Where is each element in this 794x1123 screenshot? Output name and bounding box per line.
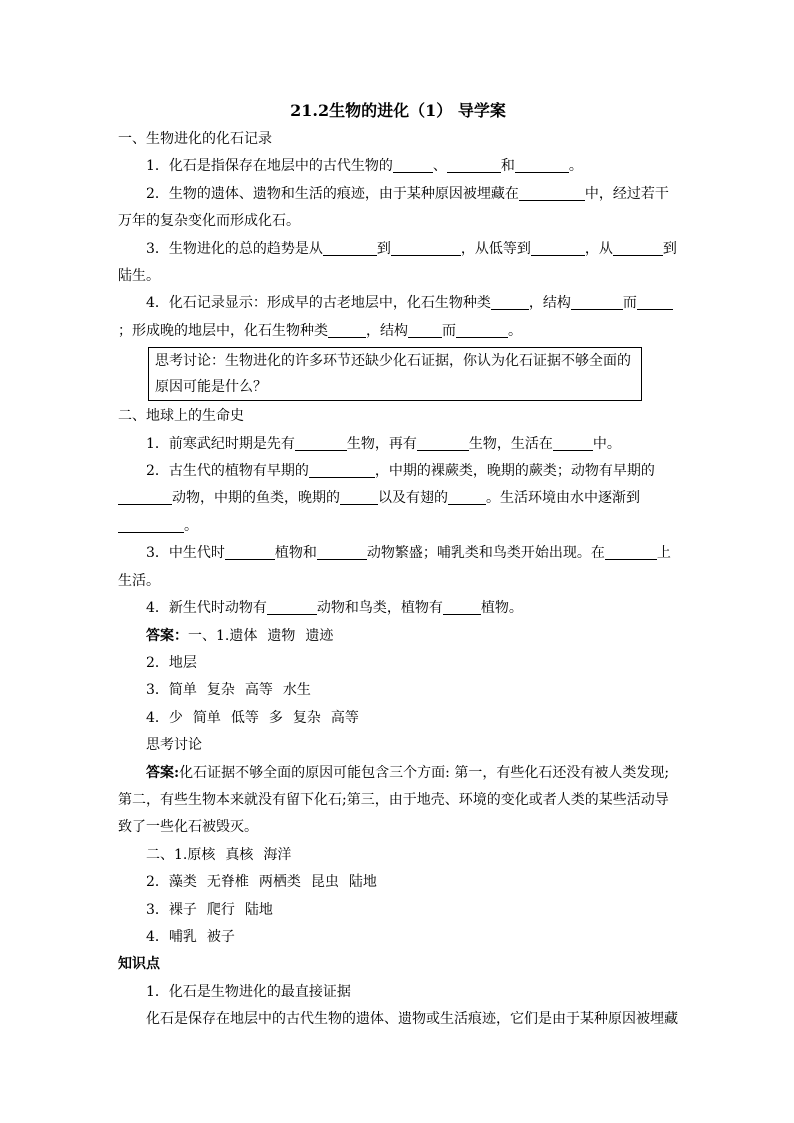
section2-heading: 二、地球上的生命史 bbox=[118, 408, 244, 425]
blank bbox=[417, 434, 469, 451]
blank bbox=[448, 488, 486, 505]
s2-question-4: 4．新生代时动物有 动物和鸟类，植物有 植物。 bbox=[146, 600, 523, 617]
s2-question-2: 2．古生代的植物有早期的 ，中期的裸蕨类，晚期的蕨类；动物有早期的动物，中期的鱼类，晚期的 以及有翅的 。生活环境由水中逐渐到。 bbox=[118, 458, 678, 540]
s1-question-1: 1．化石是指保存在地层中的古代生物的 、 和 。 bbox=[146, 158, 583, 175]
s1-question-2: 2．生物的遗体、遗物和生活的痕迹，由于某种原因被埋藏在 中，经过若干万年的复杂变化而形成化石。 bbox=[118, 185, 669, 230]
blank bbox=[323, 239, 377, 256]
blank bbox=[309, 461, 375, 478]
knowledge-point-1: 1．化石是生物进化的最直接证据 bbox=[146, 983, 351, 1000]
blank bbox=[553, 434, 593, 451]
page-title: 21.2生物的进化（1） 导学案 bbox=[290, 101, 506, 120]
blank bbox=[295, 434, 347, 451]
blank bbox=[118, 516, 184, 533]
answer-line-3: 3．简单 复杂 高等 水生 bbox=[146, 682, 311, 699]
blank bbox=[613, 239, 663, 256]
discussion-label: 思考讨论 bbox=[146, 737, 202, 754]
blank bbox=[267, 598, 317, 615]
section1-heading: 一、生物进化的化石记录 bbox=[118, 131, 272, 147]
blank bbox=[571, 293, 623, 310]
knowledge-text: 化石是保存在地层中的古代生物的遗体、遗物或生活痕迹，它们是由于某种原因被埋藏 bbox=[146, 1011, 678, 1028]
answer-line-b2: 2．藻类 无脊椎 两栖类 昆虫 陆地 bbox=[146, 874, 377, 891]
answer-line-b4: 4．哺乳 被子 bbox=[146, 928, 235, 945]
s2-question-3: 3．中生代时 植物和 动物繁盛；哺乳类和鸟类开始出现。在 上生活。 bbox=[118, 545, 671, 589]
blank bbox=[408, 321, 442, 338]
blank bbox=[317, 543, 367, 560]
answer-line-b1: 二、1.原核 真核 海洋 bbox=[146, 846, 292, 863]
blank bbox=[605, 543, 657, 560]
answer-line-4: 4．少 简单 低等 多 复杂 高等 bbox=[146, 709, 359, 726]
blank bbox=[491, 293, 529, 310]
discussion-box: 思考讨论：生物进化的许多环节还缺少化石证据，你认为化石证据不够全面的原因可能是什么？ bbox=[148, 347, 642, 401]
blank bbox=[519, 184, 585, 201]
blank bbox=[531, 239, 585, 256]
discussion-answer: 答案:化石证据不够全面的原因可能包含三个方面: 第一，有些化石还没有被人类发现;第二，有些生物本来就没有留下化石;第三，由于地壳、环境的变化或者人类的某些活动导致了一些化石被毁灭。 bbox=[118, 764, 670, 836]
s1-question-4: 4．化石记录显示：形成早的古老地层中，化石生物种类 ，结构 而；形成晚的地层中，化石生物种类 ，结构 而 。 bbox=[118, 290, 678, 345]
blank bbox=[340, 488, 378, 505]
s2-question-1: 1．前寒武纪时期是先有 生物，再有 生物，生活在 中。 bbox=[146, 435, 621, 452]
answer-line-1: 答案：一、1.遗体 遗物 遗迹 bbox=[146, 627, 334, 644]
s1-question-3: 3．生物进化的总的趋势是从 到 ，从低等到 ，从 到陆生。 bbox=[118, 240, 677, 285]
answer-line-2: 2．地层 bbox=[146, 654, 197, 671]
blank bbox=[456, 321, 508, 338]
answer-line-b3: 3．裸子 爬行 陆地 bbox=[146, 901, 273, 918]
blank bbox=[391, 239, 461, 256]
document-page bbox=[118, 98, 678, 1034]
knowledge-heading: 知识点 bbox=[118, 956, 160, 973]
blank bbox=[328, 321, 366, 338]
blank bbox=[515, 156, 569, 173]
blank bbox=[118, 488, 172, 505]
blank bbox=[637, 293, 673, 310]
blank bbox=[225, 543, 275, 560]
blank bbox=[393, 156, 433, 173]
blank bbox=[447, 156, 501, 173]
blank bbox=[443, 598, 481, 615]
